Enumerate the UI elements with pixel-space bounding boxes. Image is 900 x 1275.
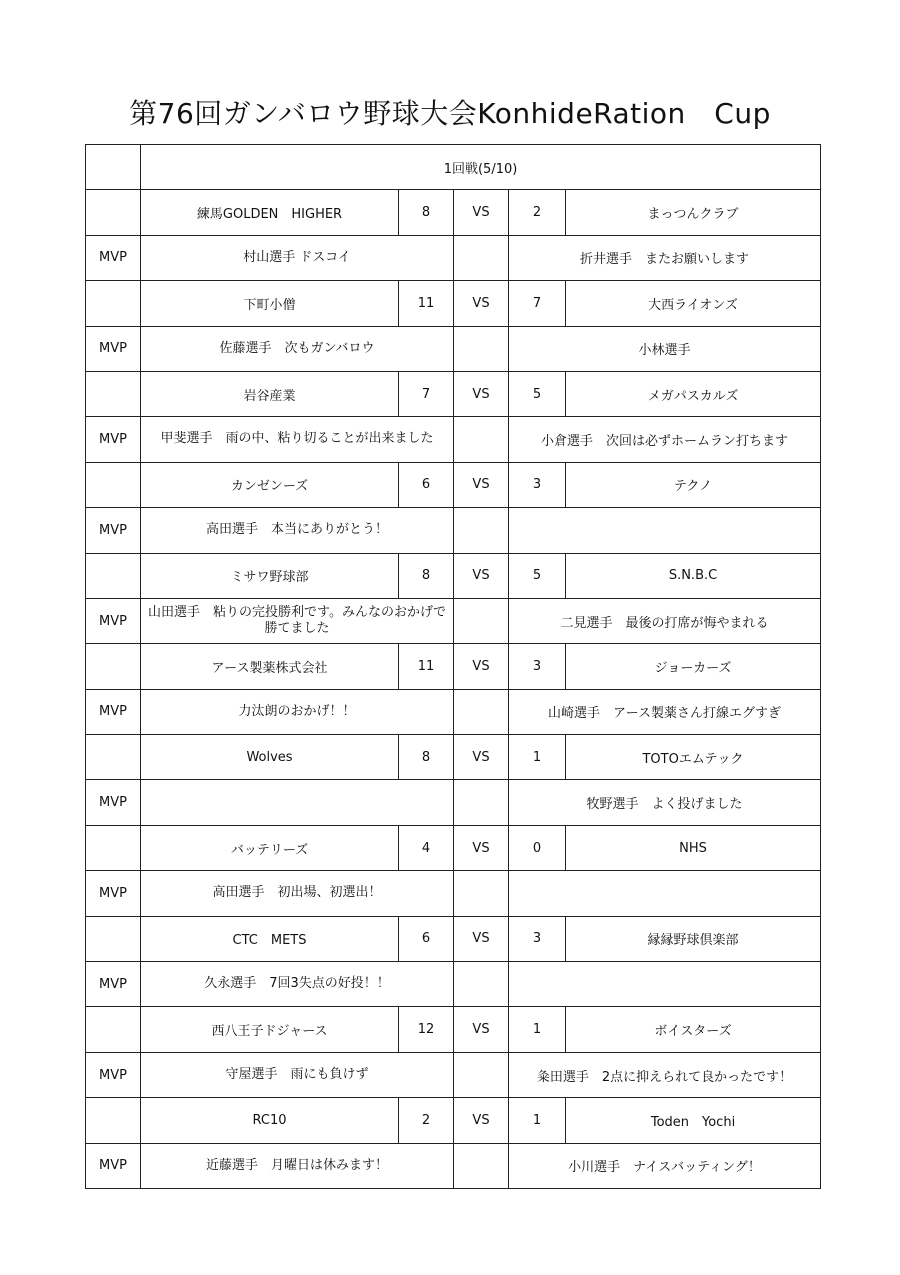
mvp-home (141, 1143, 454, 1188)
away-score: 1 (509, 1007, 566, 1052)
blank-cell (86, 462, 141, 507)
match-row (86, 644, 821, 689)
mvp-away (509, 508, 821, 553)
match-row (86, 281, 821, 326)
home-score: 11 (399, 644, 454, 689)
away-team: NHS (566, 825, 821, 870)
mvp-row (86, 508, 821, 553)
vs-label: VS (454, 281, 509, 326)
mvp-away (509, 962, 821, 1007)
match-row (86, 190, 821, 235)
blank-cell (454, 417, 509, 462)
round-header: 1回戦(5/10) (141, 145, 821, 190)
away-score: 7 (509, 281, 566, 326)
match-row (86, 916, 821, 961)
blank-cell (454, 326, 509, 371)
away-score: 3 (509, 916, 566, 961)
home-team: ミサワ野球部 (141, 553, 399, 598)
home-score: 7 (399, 371, 454, 416)
away-score: 1 (509, 1098, 566, 1143)
home-team: 岩谷産業 (141, 371, 399, 416)
home-team: 西八王子ドジャース (141, 1007, 399, 1052)
mvp-home-text: 守屋選手 雨にも負けず (225, 1066, 369, 1082)
blank-cell (86, 735, 141, 780)
vs-label: VS (454, 644, 509, 689)
vs-label: VS (454, 371, 509, 416)
mvp-label: MVP (86, 689, 141, 734)
match-row (86, 825, 821, 870)
mvp-home-text: 高田選手 初出場、初選出！ (212, 885, 382, 901)
away-team: ジョーカーズ (566, 644, 821, 689)
mvp-row (86, 780, 821, 825)
match-row (86, 462, 821, 507)
home-team: バッテリーズ (141, 825, 399, 870)
mvp-away: 折井選手 またお願いします (509, 235, 821, 280)
away-team: テクノ (566, 462, 821, 507)
away-score: 5 (509, 371, 566, 416)
away-score: 2 (509, 190, 566, 235)
home-score: 2 (399, 1098, 454, 1143)
away-team: S.N.B.C (566, 553, 821, 598)
blank-cell (86, 190, 141, 235)
blank-cell (86, 825, 141, 870)
mvp-away: 小林選手 (509, 326, 821, 371)
away-score: 1 (509, 735, 566, 780)
mvp-home (141, 780, 454, 825)
mvp-label: MVP (86, 417, 141, 462)
vs-label: VS (454, 1098, 509, 1143)
vs-label: VS (454, 1007, 509, 1052)
mvp-away: 牧野選手 よく投げました (509, 780, 821, 825)
mvp-row (86, 598, 821, 643)
mvp-row (86, 326, 821, 371)
blank-cell (86, 916, 141, 961)
home-team: CTC METS (141, 916, 399, 961)
results-body (86, 145, 821, 1189)
mvp-label: MVP (86, 1143, 141, 1188)
mvp-row (86, 417, 821, 462)
home-score: 11 (399, 281, 454, 326)
mvp-row (86, 871, 821, 916)
mvp-row (86, 689, 821, 734)
vs-label: VS (454, 825, 509, 870)
mvp-label: MVP (86, 962, 141, 1007)
home-score: 8 (399, 553, 454, 598)
page-title: 第76回ガンバロウ野球大会KonhideRation Cup (129, 97, 771, 130)
blank-cell (454, 962, 509, 1007)
home-score: 12 (399, 1007, 454, 1052)
blank-cell (454, 1143, 509, 1188)
round-header-row (86, 145, 821, 190)
blank-cell (86, 145, 141, 190)
blank-cell (86, 553, 141, 598)
mvp-home-text: 力汰朗のおかげ！！ (238, 703, 356, 719)
mvp-home (141, 1052, 454, 1097)
match-row (86, 1007, 821, 1052)
away-team: Toden Yochi (566, 1098, 821, 1143)
mvp-home (141, 962, 454, 1007)
home-team: カンゼンーズ (141, 462, 399, 507)
mvp-label: MVP (86, 871, 141, 916)
mvp-home-text: 近藤選手 月曜日は休みます！ (205, 1157, 388, 1173)
away-team: TOTOエムテック (566, 735, 821, 780)
match-row (86, 553, 821, 598)
vs-label: VS (454, 916, 509, 961)
mvp-home-text: 佐藤選手 次もガンバロウ (219, 340, 375, 356)
home-team: RC10 (141, 1098, 399, 1143)
away-team: まっつんクラブ (566, 190, 821, 235)
blank-cell (454, 235, 509, 280)
away-score: 3 (509, 644, 566, 689)
mvp-label: MVP (86, 235, 141, 280)
away-team: メガパスカルズ (566, 371, 821, 416)
home-team: アース製薬株式会社 (141, 644, 399, 689)
mvp-home-text: 甲斐選手 雨の中、粘り切ることが出来ました (160, 431, 434, 447)
blank-cell (86, 1098, 141, 1143)
mvp-away: 小倉選手 次回は必ずホームラン打ちます (509, 417, 821, 462)
away-score: 5 (509, 553, 566, 598)
vs-label: VS (454, 190, 509, 235)
away-score: 0 (509, 825, 566, 870)
mvp-label: MVP (86, 508, 141, 553)
mvp-home (141, 508, 454, 553)
blank-cell (454, 871, 509, 916)
mvp-home-text: 高田選手 本当にありがとう！ (205, 522, 388, 538)
home-team: 練馬GOLDEN HIGHER (141, 190, 399, 235)
mvp-home (141, 871, 454, 916)
away-team: ボイスターズ (566, 1007, 821, 1052)
match-row (86, 1098, 821, 1143)
blank-cell (454, 1052, 509, 1097)
results-table (85, 144, 821, 1189)
match-row (86, 371, 821, 416)
mvp-label: MVP (86, 780, 141, 825)
blank-cell (86, 371, 141, 416)
blank-cell (454, 689, 509, 734)
mvp-away: 山崎選手 アース製薬さん打線エグすぎ (509, 689, 821, 734)
mvp-home-text: 山田選手 粘りの完投勝利です。みんなのおかげで勝てました (148, 604, 446, 637)
away-team: 縁縁野球倶楽部 (566, 916, 821, 961)
home-team: 下町小僧 (141, 281, 399, 326)
mvp-home (141, 417, 454, 462)
match-row (86, 735, 821, 780)
mvp-row (86, 1143, 821, 1188)
mvp-label: MVP (86, 598, 141, 643)
home-score: 6 (399, 916, 454, 961)
mvp-row (86, 235, 821, 280)
vs-label: VS (454, 553, 509, 598)
mvp-home (141, 326, 454, 371)
mvp-home-text: 久永選手 7回3失点の好投！！ (204, 976, 390, 992)
mvp-label: MVP (86, 1052, 141, 1097)
mvp-home (141, 235, 454, 280)
home-score: 8 (399, 735, 454, 780)
blank-cell (86, 281, 141, 326)
mvp-label: MVP (86, 326, 141, 371)
home-team: Wolves (141, 735, 399, 780)
mvp-row (86, 1052, 821, 1097)
vs-label: VS (454, 462, 509, 507)
away-score: 3 (509, 462, 566, 507)
mvp-away: 二見選手 最後の打席が悔やまれる (509, 598, 821, 643)
mvp-home-text: 村山選手 ドスコイ (243, 249, 351, 265)
mvp-away (509, 871, 821, 916)
blank-cell (454, 598, 509, 643)
mvp-home (141, 689, 454, 734)
blank-cell (454, 780, 509, 825)
vs-label: VS (454, 735, 509, 780)
blank-cell (86, 1007, 141, 1052)
home-score: 6 (399, 462, 454, 507)
home-score: 4 (399, 825, 454, 870)
mvp-row (86, 962, 821, 1007)
mvp-home (141, 598, 454, 643)
mvp-away: 小川選手 ナイスバッティング！ (509, 1143, 821, 1188)
mvp-away: 粂田選手 2点に抑えられて良かったです！ (509, 1052, 821, 1097)
blank-cell (454, 508, 509, 553)
away-team: 大西ライオンズ (566, 281, 821, 326)
home-score: 8 (399, 190, 454, 235)
blank-cell (86, 644, 141, 689)
